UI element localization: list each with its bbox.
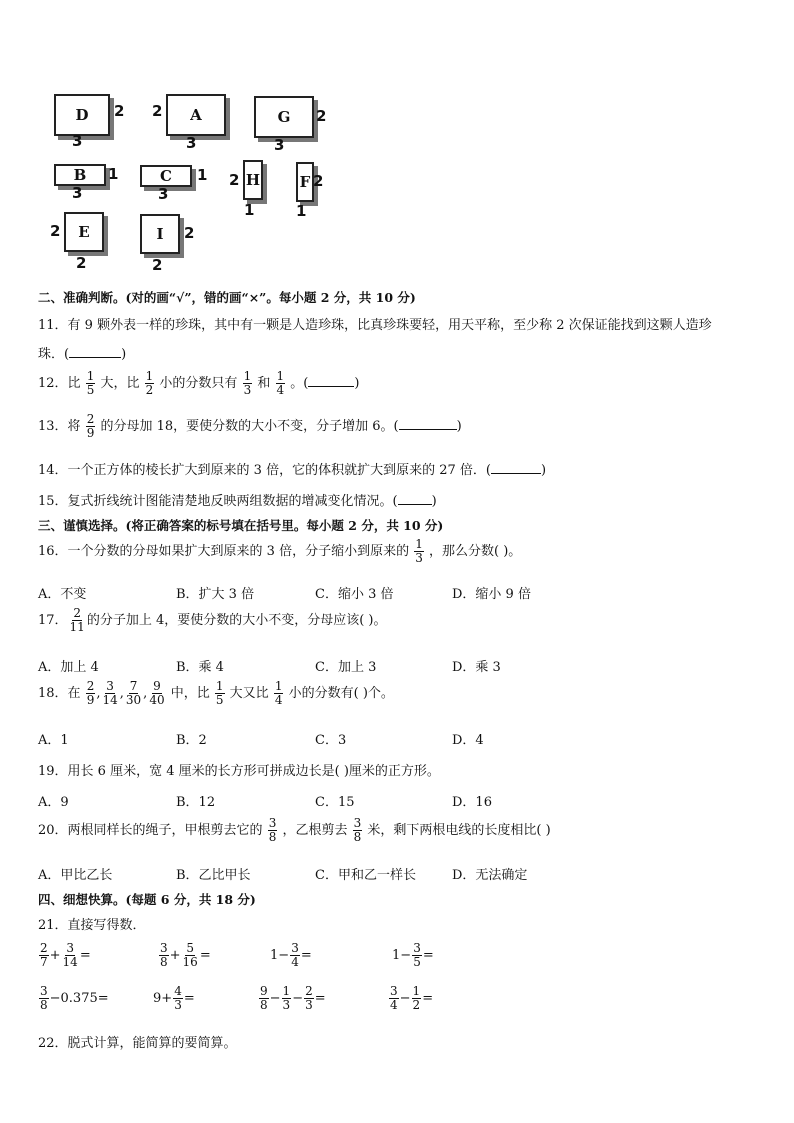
answer-blank-14[interactable] (491, 461, 541, 474)
option-a[interactable]: A．1 (38, 733, 69, 748)
calc-4: 1− $\frac{3}{5}$ = (392, 941, 434, 969)
fraction: $\frac{1}{2}$ (145, 369, 154, 397)
rect-h-side: 2 (229, 171, 240, 189)
rect-b-bottom: 3 (72, 184, 83, 202)
fraction: $\frac{1}{3}$ (243, 369, 252, 397)
question-15: 15．复式折线统计图能清楚地反映两组数据的增减变化情况。( ) (38, 494, 437, 509)
fraction: $\frac{2}{9}$ (86, 412, 95, 440)
fraction: $\frac{3}{5}$ (413, 941, 421, 969)
option-b[interactable]: B．扩大 3 倍 (176, 587, 255, 602)
fraction: $\frac{1}{3}$ (415, 537, 423, 565)
calc-1: $\frac{2}{7}$ + $\frac{3}{14}$ = (40, 941, 91, 969)
rect-f: F (296, 162, 314, 202)
option-a[interactable]: A．加上 4 (38, 660, 99, 675)
rect-d-side: 2 (114, 102, 125, 120)
fraction: $\frac{3}{8}$ (268, 816, 277, 844)
fraction: $\frac{2}{3}$ (305, 984, 313, 1012)
rect-a: A (166, 94, 226, 136)
option-c[interactable]: C．缩小 3 倍 (315, 587, 394, 602)
rect-d: D (54, 94, 110, 136)
option-d[interactable]: D．乘 3 (452, 660, 501, 675)
question-22: 22．脱式计算，能简算的要简算。 (38, 1036, 237, 1051)
question-11-line2: 珠．( ) (38, 347, 127, 362)
question-14: 14．一个正方体的棱长扩大到原来的 3 倍，它的体积就扩大到原来的 27 倍．( ) (38, 463, 547, 478)
rect-g-side: 2 (316, 107, 327, 125)
fraction: $\frac{5}{16}$ (182, 941, 198, 969)
rect-i-side: 2 (184, 224, 195, 242)
section2-heading: 二、准确判断。(对的画“√”，错的画“×”。每小题 2 分，共 10 分) (38, 290, 416, 305)
calc-8: $\frac{3}{4}$ − $\frac{1}{2}$ = (390, 984, 434, 1012)
rect-d-bottom: 3 (72, 132, 83, 150)
option-a[interactable]: A．甲比乙长 (38, 868, 113, 883)
option-c[interactable]: C．加上 3 (315, 660, 377, 675)
rect-a-side: 2 (152, 102, 163, 120)
rect-f-side: 2 (313, 172, 324, 190)
fraction: $\frac{9}{40}$ (149, 679, 165, 707)
question-19: 19．用长 6 厘米，宽 4 厘米的长方形可拼成边长是( )厘米的正方形。 (38, 764, 440, 779)
fraction: $\frac{3}{14}$ (62, 941, 78, 969)
question-13: 13．将 $\frac{2}{9}$ 的分母加 18，要使分数的大小不变，分子增加 6。( ) (38, 412, 462, 440)
fraction: $\frac{9}{8}$ (260, 984, 268, 1012)
question-17: 17． $\frac{2}{11}$ 的分子加上 4，要使分数的大小不变，分母应该( )。 (38, 606, 387, 634)
option-b[interactable]: B．12 (176, 795, 216, 810)
calc-3: 1− $\frac{3}{4}$ = (270, 941, 312, 969)
fraction: $\frac{2}{11}$ (69, 606, 85, 634)
answer-blank-13[interactable] (399, 417, 457, 430)
option-a[interactable]: A．9 (38, 795, 69, 810)
rect-h-bottom: 1 (244, 201, 255, 219)
fraction: $\frac{1}{2}$ (412, 984, 421, 1012)
fraction: $\frac{3}{8}$ (40, 984, 48, 1012)
rect-c: C (140, 165, 192, 187)
answer-blank-11[interactable] (69, 345, 121, 358)
fraction: $\frac{3}{4}$ (390, 984, 398, 1012)
fraction: $\frac{2}{9}$ (86, 679, 95, 707)
question-16: 16．一个分数的分母如果扩大到原来的 3 倍，分子缩小到原来的 $\frac{1}{3}$ ，那么分数( )。 (38, 537, 522, 565)
question-12: 12．比 $\frac{1}{5}$ 大，比 $\frac{1}{2}$ 小的分数只有 $\frac{1}{3}$ 和 $\frac{1}{4}$ 。( ) (38, 369, 360, 397)
option-a[interactable]: A．不变 (38, 587, 87, 602)
fraction: $\frac{3}{4}$ (291, 941, 299, 969)
fraction: $\frac{1}{5}$ (86, 369, 95, 397)
rect-e-bottom: 2 (76, 254, 87, 272)
rect-h: H (243, 160, 263, 200)
rect-b: B (54, 164, 106, 186)
rect-g: G (254, 96, 314, 138)
rect-f-bottom: 1 (296, 202, 307, 220)
fraction: $\frac{3}{14}$ (102, 679, 118, 707)
answer-blank-15[interactable] (398, 492, 432, 505)
rect-i-bottom: 2 (152, 256, 163, 274)
option-b[interactable]: B．乘 4 (176, 660, 224, 675)
fraction: $\frac{3}{8}$ (353, 816, 362, 844)
calc-2: $\frac{3}{8}$ + $\frac{5}{16}$ = (160, 941, 211, 969)
rect-g-bottom: 3 (274, 136, 285, 154)
rect-a-bottom: 3 (186, 134, 197, 152)
section3-heading: 三、谨慎选择。(将正确答案的标号填在括号里。每小题 2 分，共 10 分) (38, 518, 444, 533)
fraction: $\frac{2}{7}$ (40, 941, 48, 969)
fraction: $\frac{4}{3}$ (174, 984, 182, 1012)
section4-heading: 四、细想快算。(每题 6 分，共 18 分) (38, 892, 256, 907)
fraction: $\frac{1}{4}$ (274, 679, 283, 707)
fraction: $\frac{3}{8}$ (160, 941, 168, 969)
question-20: 20．两根同样长的绳子，甲根剪去它的 $\frac{3}{8}$ ，乙根剪去 $\frac{3}{8}$ 米，剩下两根电线的长度相比( ) (38, 816, 551, 844)
fraction: $\frac{7}{30}$ (125, 679, 142, 707)
rect-c-side: 1 (197, 166, 208, 184)
answer-blank-12[interactable] (308, 374, 354, 387)
option-d[interactable]: D．缩小 9 倍 (452, 587, 531, 602)
option-c[interactable]: C．15 (315, 795, 355, 810)
option-d[interactable]: D．无法确定 (452, 868, 528, 883)
fraction: $\frac{1}{4}$ (276, 369, 285, 397)
option-c[interactable]: C．3 (315, 733, 347, 748)
fraction: $\frac{1}{5}$ (215, 679, 224, 707)
fraction: $\frac{1}{3}$ (282, 984, 291, 1012)
option-d[interactable]: D．4 (452, 733, 484, 748)
option-b[interactable]: B．2 (176, 733, 207, 748)
rect-i: I (140, 214, 180, 254)
rect-e: E (64, 212, 104, 252)
question-11-line1: 11．有 9 颗外表一样的珍珠，其中有一颗是人造珍珠，比真珍珠要轻，用天平称，至少称 2 次保证能找到这颗人造珍 (38, 318, 712, 333)
calc-6: 9+ $\frac{4}{3}$ = (153, 984, 195, 1012)
calc-5: $\frac{3}{8}$ −0.375= (40, 984, 109, 1012)
question-21: 21．直接写得数． (38, 918, 146, 933)
option-b[interactable]: B．乙比甲长 (176, 868, 251, 883)
rect-e-side: 2 (50, 222, 61, 240)
option-c[interactable]: C．甲和乙一样长 (315, 868, 416, 883)
calc-7: $\frac{9}{8}$ − $\frac{1}{3}$ − $\frac{2}{3}$ = (260, 984, 326, 1012)
option-d[interactable]: D．16 (452, 795, 492, 810)
rect-c-bottom: 3 (158, 185, 169, 203)
question-18: 18．在 $\frac{2}{9}$ , $\frac{3}{14}$ , $\frac{7}{30}$ , $\frac{9}{40}$ 中，比 $\frac{1}{5}$ 大又比 $\frac{1}{4}$ 小的分数有( )个。 (38, 679, 394, 707)
rect-b-side: 1 (108, 165, 119, 183)
